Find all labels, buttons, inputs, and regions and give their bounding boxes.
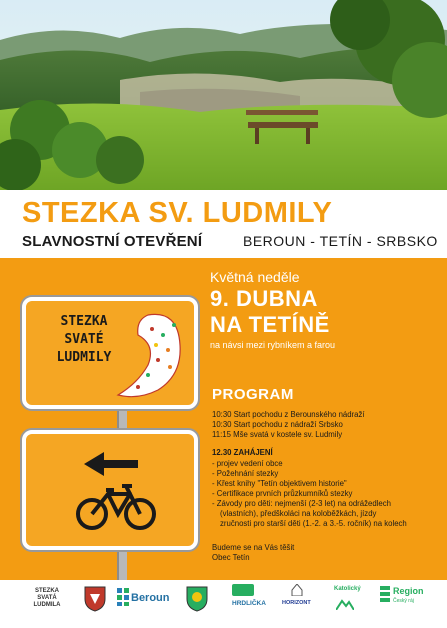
church-logo-icon	[286, 584, 308, 596]
hrdlicka-logo: HRDLIČKA	[232, 600, 266, 607]
bike-sign	[22, 430, 198, 550]
closing-line: Budeme se na Vás těšit	[212, 543, 295, 552]
event-place: na návsi mezi rybníkem a farou	[210, 340, 336, 350]
opening-item: - Požehnání stezky	[212, 469, 279, 478]
opening-item: - Křest knihy "Tetín objektivem historie"	[212, 479, 347, 488]
horizont-logo: HORIZONT	[282, 600, 311, 606]
schedule-list	[212, 410, 442, 440]
event-location: NA TETÍNĚ	[210, 312, 330, 337]
sign-line-3: LUDMILY	[56, 350, 112, 365]
opening-item: - Certifikace prvních průzkumníků stezky	[212, 489, 353, 498]
program-heading: PROGRAM	[212, 386, 294, 403]
mountain-logo-icon	[336, 598, 354, 610]
green-logo-icon	[232, 584, 254, 596]
bicycle-icon	[78, 486, 154, 528]
opening-item: (vlastních), předškoláci na koloběžkách, jízdy	[220, 509, 377, 518]
coat-of-arms-icon	[84, 586, 106, 612]
arrow-left-icon	[84, 452, 138, 476]
ludmila-logo-line: LUDMILA	[33, 602, 61, 608]
sponsor-logos	[0, 580, 447, 628]
schedule-item: 11:15 Mše svatá v kostele sv. Ludmily	[212, 430, 343, 439]
ludmila-figure-icon	[108, 305, 188, 405]
opening-item: - projev vedení obce	[212, 459, 283, 468]
katolicky-logo: Katolický	[334, 586, 361, 592]
beroun-logo-icon	[117, 588, 129, 606]
opening-item: - Závody pro děti: nejmenší (2-3 let) na odrážedlech	[212, 499, 391, 508]
schedule-item: 10:30 Start pochodu z nádraží Srbsko	[212, 420, 343, 429]
page-title: STEZKA SV. LUDMILY	[22, 197, 333, 229]
sign-line-2: SVATÉ	[64, 332, 104, 347]
ludmila-logo-line: SVATÁ	[37, 595, 57, 601]
town-crest-icon	[186, 586, 208, 612]
opening-list	[212, 459, 444, 529]
region-logo-icon	[380, 586, 390, 602]
ludmila-logo-line: STEZKA	[35, 588, 59, 594]
trail-sign	[22, 297, 198, 409]
opening-title: 12.30 ZAHÁJENÍ	[212, 448, 273, 457]
schedule-item: 10:30 Start pochodu z Berounského nádraží	[212, 410, 365, 419]
closing-signature: Obec Tetín	[212, 553, 250, 562]
event-day: Květná neděle	[210, 269, 300, 285]
ludmila-logo	[22, 588, 72, 609]
region-logo-text: Region	[393, 586, 424, 596]
opening-item: zručnosti pro starší děti (1.-2. a 3.-5. ročník) na kolech	[220, 519, 407, 528]
event-subtitle: SLAVNOSTNÍ OTEVŘENÍ	[22, 233, 203, 250]
event-date: 9. DUBNA	[210, 286, 318, 311]
route-text: BEROUN - TETÍN - SRBSKO	[243, 233, 438, 249]
closing-text	[212, 543, 294, 563]
beroun-logo-text: Beroun	[131, 592, 170, 604]
sign-line-1: STEZKA	[60, 314, 108, 329]
landscape-photo	[0, 0, 447, 190]
event-date-block	[210, 268, 440, 350]
region-logo-subtext: Český ráj	[393, 598, 414, 604]
